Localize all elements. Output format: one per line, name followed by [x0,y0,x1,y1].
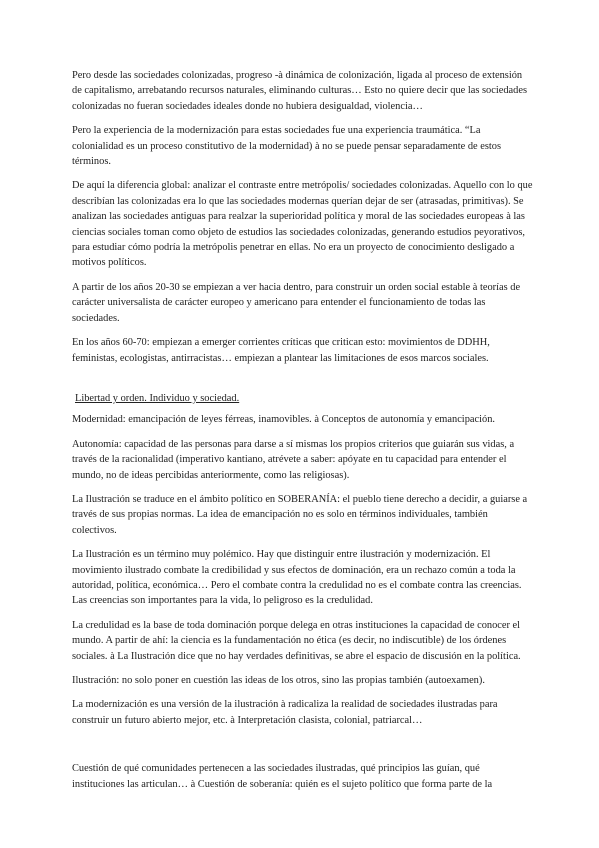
paragraph-ilustracion-polemico: La Ilustración es un término muy polémico. Hay que distinguir entre ilustración y modernización. El movimiento ilustrado combate la credibilidad y sus efectos de dominación, era un rechazo común a toda la autoridad, política, económica… Pero el combate contra la credulidad no es el combate contra las creencias. Las creencias son importantes para la vida, lo peligroso es la credulidad. [72,549,522,607]
paragraph-soberania: La Ilustración se traduce en el ámbito político en SOBERANÍA: el pueblo tiene derecho a decidir, a guiarse a través de sus propias normas. La idea de emancipación no es solo en términos individuales, también colectivos. [72,493,528,536]
document-body [72,68,534,801]
paragraph-modernizacion: La modernización es una versión de la ilustración à radicaliza la realidad de sociedades ilustradas para construir un futuro abierto mejor, etc. à Interpretación clasista, colonial, patriarcal… [72,699,498,726]
paragraph-modernidad: Modernidad: emancipación de leyes férreas, inamovibles. à Conceptos de autonomía y emancipación. [72,414,495,426]
section-heading [72,391,534,406]
paragraph-closing: Cuestión de qué comunidades pertenecen a las sociedades ilustradas, qué principios las guían, qué instituciones las articulan… à Cuestión de soberanía: quién es el sujeto político que forma parte de la [72,763,493,790]
paragraph-years-60-70: En los años 60-70: empiezan a emerger corrientes críticas que critican esto: movimientos de DDHH, feministas, ecologistas, antirracistas… empiezan a plantear las limitaciones de esos marcos sociales. [72,337,490,364]
paragraph-years-20-30: A partir de los años 20-30 se empiezan a ver hacia dentro, para construir un orden social estable à teorías de carácter universalista de carácter europeo y americano para entender el funcionamiento de todas las sociedades. [72,281,521,324]
section-heading-text: Libertad y orden. Individuo y sociedad. [75,392,240,404]
paragraph-autonomia: Autonomía: capacidad de las personas para darse a sí mismas los propios criterios que guiarán sus vidas, a través de la racionalidad (imperativo kantiano, atrévete a saber: apóyate en tu capacidad para entender el mundo, no de ideas percibidas anteriormente, como las religiosas). [72,438,515,481]
paragraph-traumatic-modernization: Pero la experiencia de la modernización para estas sociedades fue una experiencia traumática. “La colonialidad es un proceso constitutivo de la modernidad) à no se puede pensar separadamente de estos términos. [72,125,502,168]
paragraph-autoexamen: Ilustración: no solo poner en cuestión las ideas de los otros, sino las propias también (autoexamen). [72,675,485,686]
paragraph-credulidad: La credulidad es la base de toda dominación porque delega en otras instituciones la capacidad de conocer el mundo. A partir de ahí: la ciencia es la fundamentación no ética (es decir, no indiscutible) de los órdenes sociales. à La Ilustración dice que no hay verdades definitivas, se abre el espacio de discusión en la política. [72,619,521,662]
paragraph-global-difference: De aquí la diferencia global: analizar el contraste entre metrópolis/ sociedades colonizadas. Aquello con lo que describían las colonizadas era lo que las sociedades modernas querían dejar de ser (atrasadas, primitivas). Se analizan las sociedades antiguas para realzar la superioridad política y moral de las sociedades europeas à las ciencias sociales toman como objeto de estudios las sociedades colonizadas, generando estudios peyorativos, para estudiar cómo podría la metrópolis penetrar en ellas. No era un proyecto de conocimiento desligado a motivos políticos. [72,180,533,269]
paragraph-colonized-societies: Pero desde las sociedades colonizadas, progreso -à dinámica de colonización, ligada al proceso de extensión de capitalismo, arrebatando recursos naturales, eliminando culturas… Esto no quiere decir que las sociedades colonizadas no fueran sociedades ideales donde no hubiera desigualdad, violencia… [72,70,528,112]
